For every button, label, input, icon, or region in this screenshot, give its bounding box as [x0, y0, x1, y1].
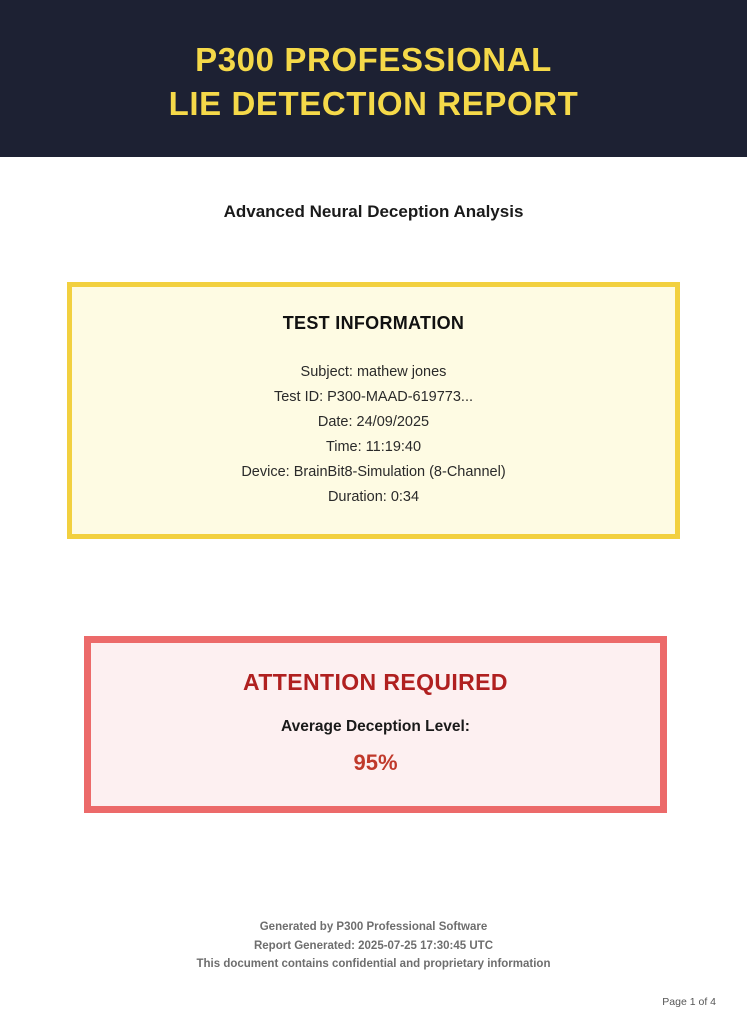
footer-generated-by: Generated by P300 Professional Software: [259, 921, 488, 933]
alert-title: ATTENTION REQUIRED: [243, 669, 508, 695]
test-information-title: TEST INFORMATION: [282, 313, 465, 333]
test-info-row-device: Device: BrainBit8-Simulation (8-Channel): [241, 464, 506, 480]
page-number: Page 1 of 4: [662, 996, 716, 1008]
average-deception-level-label: Average Deception Level:: [281, 718, 470, 735]
test-info-row-date: Date: 24/09/2025: [317, 414, 430, 430]
test-info-row-test-id: Test ID: P300-MAAD-619773...: [273, 389, 474, 405]
report-subtitle: Advanced Neural Deception Analysis: [223, 202, 524, 221]
average-deception-level-value: 95%: [353, 750, 398, 775]
test-info-row-time: Time: 11:19:40: [325, 439, 422, 455]
footer-confidentiality-notice: This document contains confidential and proprietary information: [196, 958, 551, 970]
test-info-row-subject: Subject: mathew jones: [300, 364, 447, 380]
footer-generated-timestamp: Report Generated: 2025-07-25 17:30:45 UTC: [253, 939, 494, 952]
test-information-rows: [92, 360, 655, 510]
test-info-row-duration: Duration: 0:34: [327, 489, 420, 505]
report-title-line-1: P300 PROFESSIONAL: [195, 40, 552, 78]
report-footer: [0, 918, 747, 974]
report-title-line-2: LIE DETECTION REPORT: [168, 84, 579, 122]
report-header-banner: [0, 0, 747, 157]
test-information-card: [67, 282, 680, 539]
attention-required-card: [84, 636, 667, 813]
